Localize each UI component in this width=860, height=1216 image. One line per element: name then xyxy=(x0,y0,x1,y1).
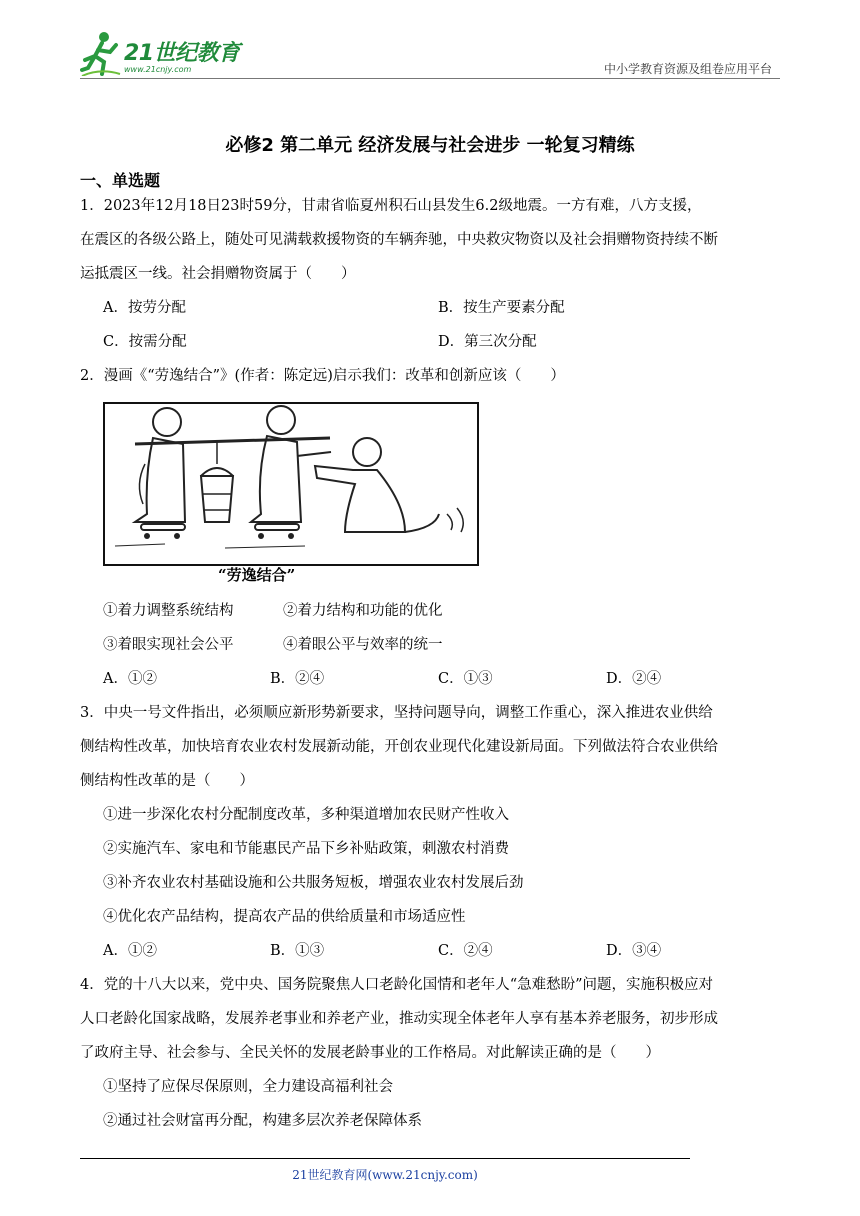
q3-item-1: ①进一步深化农村分配制度改革，多种渠道增加农民财产性收入 xyxy=(103,807,509,823)
q2-item-3: ③着眼实现社会公平 xyxy=(103,637,234,653)
header-tagline: 中小学教育资源及组卷应用平台 xyxy=(603,62,772,76)
page-title: 必修2 第二单元 经济发展与社会进步 一轮复习精练 xyxy=(225,135,635,156)
runner-logo-icon xyxy=(80,30,124,76)
q2-item-4: ④着眼公平与效率的统一 xyxy=(283,637,443,653)
q4-line: 4．党的十八大以来，党中央、国务院聚焦人口老龄化国情和老年人“急难愁盼”问题，实施积极应对 xyxy=(80,977,714,993)
section-heading: 一、单选题 xyxy=(80,171,161,190)
q2-option-c[interactable]: C．①③ xyxy=(438,671,493,687)
logo-url: www.21cnjy.com xyxy=(124,65,192,74)
footer-divider xyxy=(80,1158,690,1159)
q2-option-a[interactable]: A．①② xyxy=(103,671,157,687)
q4-item-1: ①坚持了应保尽保原则，全力建设高福利社会 xyxy=(103,1079,393,1095)
q2-item-1: ①着力调整系统结构 xyxy=(103,603,234,619)
q4-line: 人口老龄化国家战略，发展养老事业和养老产业，推动实现全体老年人享有基本养老服务，初步形成 xyxy=(80,1011,718,1027)
cartoon-drawing xyxy=(105,404,477,564)
footer-link[interactable]: 21世纪教育网(www.21cnjy.com) xyxy=(292,1168,478,1182)
q3-option-c[interactable]: C．②④ xyxy=(438,943,493,959)
q1-option-a[interactable]: A．按劳分配 xyxy=(103,300,186,316)
q3-item-3: ③补齐农业农村基础设施和公共服务短板，增强农业农村发展后劲 xyxy=(103,875,524,891)
q3-option-b[interactable]: B．①③ xyxy=(270,943,325,959)
q1-line: 1．2023年12月18日23时59分，甘肃省临夏州积石山县发生6.2级地震。一方有难，八方支援， xyxy=(80,198,702,214)
cartoon-image xyxy=(103,402,479,566)
q4-item-2: ②通过社会财富再分配，构建多层次养老保障体系 xyxy=(103,1113,422,1129)
q1-line: 在震区的各级公路上，随处可见满载救援物资的车辆奔驰，中央救灾物资以及社会捐赠物资持续不断 xyxy=(80,232,718,248)
q1-option-b[interactable]: B．按生产要素分配 xyxy=(438,300,565,316)
q3-line: 3．中央一号文件指出，必须顺应新形势新要求，坚持问题导向，调整工作重心，深入推进农业供给 xyxy=(80,705,713,721)
logo xyxy=(80,30,250,78)
cartoon-caption: “劳逸结合” xyxy=(218,566,296,584)
header-divider xyxy=(80,78,780,79)
logo-text: 21世纪教育 xyxy=(124,41,240,66)
q3-line: 侧结构性改革，加快培育农业农村发展新动能，开创农业现代化建设新局面。下列做法符合农业供给 xyxy=(80,739,718,755)
page-header xyxy=(80,30,780,78)
q3-option-d[interactable]: D．③④ xyxy=(606,943,662,959)
q1-line: 运抵震区一线。社会捐赠物资属于（ ） xyxy=(80,266,356,282)
q2-option-b[interactable]: B．②④ xyxy=(270,671,325,687)
q1-option-c[interactable]: C．按需分配 xyxy=(103,334,187,350)
q3-item-2: ②实施汽车、家电和节能惠民产品下乡补贴政策，刺激农村消费 xyxy=(103,841,509,857)
q2-item-2: ②着力结构和功能的优化 xyxy=(283,603,443,619)
q2-option-d[interactable]: D．②④ xyxy=(606,671,662,687)
q3-line: 侧结构性改革的是（ ） xyxy=(80,773,254,789)
q2-stem: 2．漫画《“劳逸结合”》(作者：陈定远)启示我们：改革和创新应该（ ） xyxy=(80,368,565,384)
q3-option-a[interactable]: A．①② xyxy=(103,943,157,959)
q4-line: 了政府主导、社会参与、全民关怀的发展老龄事业的工作格局。对此解读正确的是（ ） xyxy=(80,1045,660,1061)
q1-option-d[interactable]: D．第三次分配 xyxy=(438,334,537,350)
q3-item-4: ④优化农产品结构，提高农产品的供给质量和市场适应性 xyxy=(103,909,466,925)
